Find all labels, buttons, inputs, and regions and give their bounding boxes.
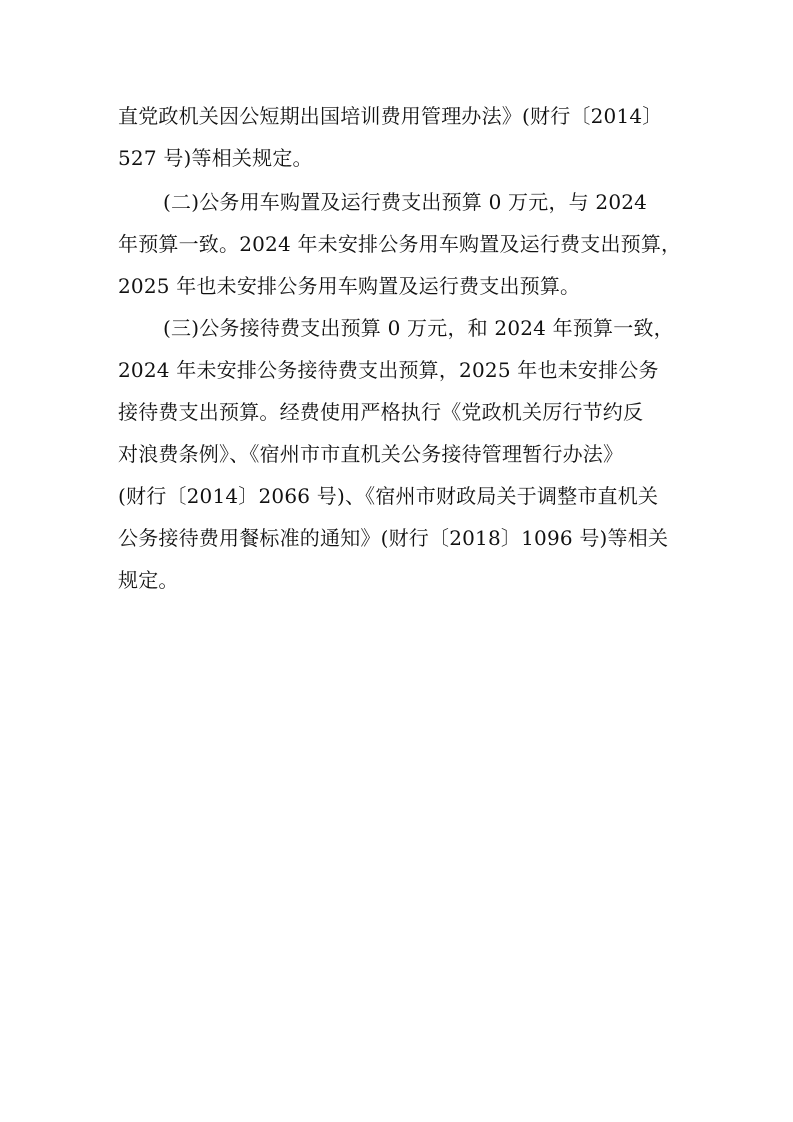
paragraph-line: 527 号)等相关规定。	[118, 146, 313, 170]
paragraph-line: 规定。	[118, 568, 179, 592]
paragraph-line: 接待费支出预算。经费使用严格执行《党政机关厉行节约反	[118, 400, 644, 424]
paragraph-line: 公务接待费用餐标准的通知》(财行〔2018〕1096 号)等相关	[118, 526, 669, 550]
paragraph-line: 对浪费条例》、《宿州市市直机关公务接待管理暂行办法》	[118, 442, 624, 466]
paragraph-line: (财行〔2014〕2066 号)、《宿州市财政局关于调整市直机关	[118, 484, 659, 508]
paragraph-line: 2025 年也未安排公务用车购置及运行费支出预算。	[118, 274, 581, 298]
paragraph-line: 直党政机关因公短期出国培训费用管理办法》(财行〔2014〕	[118, 104, 663, 128]
paragraph-line: 2024 年未安排公务接待费支出预算，2025 年也未安排公务	[118, 358, 659, 382]
paragraph-line: (三)公务接待费支出预算 0 万元，和 2024 年预算一致，	[163, 316, 674, 340]
paragraph-line: 年预算一致。2024 年未安排公务用车购置及运行费支出预算，	[118, 232, 682, 256]
paragraph-line: (二)公务用车购置及运行费支出预算 0 万元，与 2024	[163, 190, 648, 214]
